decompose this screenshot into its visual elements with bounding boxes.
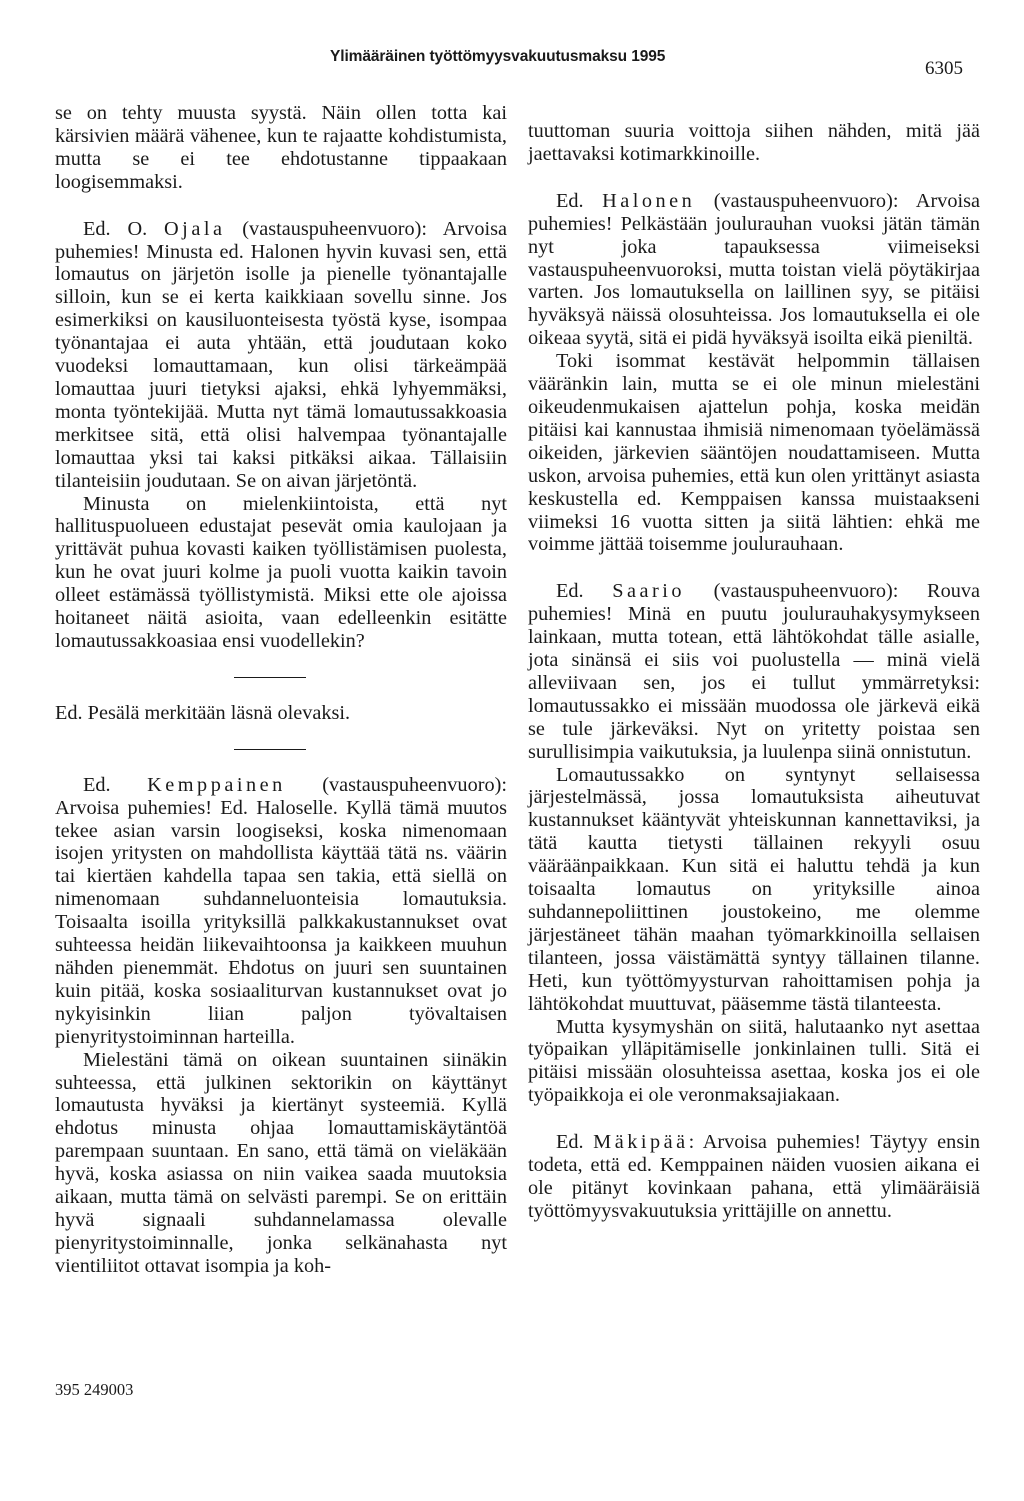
speech-paragraph: Mutta kysymyshän on siitä, halutaanko nyt asettaa työpaikan ylläpitämiselle jonkinlainen tulli. Sitä ei pitäisi missään olosuhteissa asettaa, koska jos ei ole työpaikkoja ei ole veronmaksajiakaan. [528, 1015, 980, 1107]
left-column [55, 102, 507, 1278]
speech-kemppainen [55, 774, 507, 1049]
speech-halonen [528, 190, 980, 350]
speaker-name: Mäkipää [593, 1131, 689, 1154]
speech-prefix: Ed. [83, 773, 148, 796]
speech-text: (vastauspuheenvuoro): Rouva puhemies! Minä en puutu joulurauhakysymykseen lainkaan, mutta totean, että lähtökohdat tälle asialle, jota sinänsä ei siis voi puolustella — minä vielä alleviivaan sen, jos ei tullut ymmärretyksi: lomautussakko ei missään muodossa ole järkevä eikä se tule järkeväksi. Nyt on yritetty poistaa sen surullisimpia vaikutuksia, ja luulenpa siinä onnistutun. [528, 580, 980, 763]
speaker-name: Kemppainen [147, 773, 286, 796]
speaker-name: Ojala [164, 217, 226, 240]
speech-text: (vastauspuheenvuoro): Arvoisa puhemies! Minusta ed. Halonen hyvin kuvasi sen, että lomautus on järjetön isolle ja pienelle työnantajalle silloin, kun se ei kerta kaikkiaan sovellu sinne. Jos esimerkiksi on kausiluonteisesta työstä kyse, isompaa työnantajaa ei auta yhtään, että joudutaan koko vuodeksi lomauttamaan, kun olisi tärkeämpää lomauttaa juuri tietyksi ajaksi, ehkä lyhyemmäksi, monta työntekijää. Mutta nyt tämä lomautussakkoasia merkitsee sitä, että olisi halvempaa työnantajalle lomauttaa yksi tai kaksi pitkäksi aikaa. Tällaisiin tilanteisiin joudutaan. Se on aivan järjetöntä. [55, 217, 507, 492]
speech-paragraph: Minusta on mielenkiintoista, että nyt hallituspuolueen edustajat pesevät omia kaulojaan ja yrittävät puhua kovasti kaiken työllistämisen puolesta, kun he ovat juuri kolme ja puoli vuotta kaikin tavoin olleet estämässä työllistymistä. Miksi ette ole ajoissa hoitaneet näitä asioita, vaan edelleenkin esitätte lomautussakkoasiaa ensi vuodellekin? [55, 492, 507, 652]
speech-text: : Arvoisa puhemies! Täytyy ensin todeta, että ed. Kemppainen näiden vuosien aikana ei ole pitänyt kovinkaan pahana, että ylimääräisiä työttömyysvakuutuksia yrittäjille on annettu. [528, 1131, 980, 1222]
speech-paragraph: Lomautussakko on syntynyt sellaisessa järjestelmässä, jossa lomautuksista aiheutuvat kustannukset kääntyvät yhteiskunnan kannettaviksi, ja tätä kautta tietysti tällainen rekyyli osuu vääräänpaikkaan. Kun sitä ei haluttu tehdä ja kun toisaalta lomautus on yrityksille ainoa suhdannepoliittinen joustokeino, me olemme järjestäneet tähän maahan työmarkkinoilla sellaisen tilanteen, jossa väistämättä syntyy tällainen tilanne. Heti, kun työttömyysturvan rahoittamisen pohja ja lähtökohdat muuttuvat, pääsemme tästä tilanteesta. [528, 763, 980, 1015]
speaker-name: Halonen [602, 189, 696, 212]
speech-prefix: Ed. [556, 1131, 594, 1154]
speech-saario [528, 580, 980, 763]
speech-paragraph: Mielestäni tämä on oikean suuntainen siinäkin suhteessa, että julkinen sektorikin on käyttänyt lomautusta hyväksi ja kiertänyt systeemiä. Kyllä ehdotus minusta ohjaa lomauttamiskäytäntöä parempaan suuntaan. En sano, että tämä on vieläkään hyvä, koska asiassa on niin vaikea saada muutoksia aikaan, mutta tämä on selvästi parempi. Se on erittäin hyvä signaali suhdannelamassa olevalle pienyritystoiminnalle, jonka selkänahasta nyt vientiliitot ottavat isompia ja koh- [55, 1048, 507, 1277]
section-divider [234, 749, 306, 750]
speech-text: (vastauspuheenvuoro): Arvoisa puhemies! Ed. Haloselle. Kyllä tämä muutos tekee asian varsin loogiseksi, koska nimenomaan isojen yritysten on mahdollista käyttää tätä ns. väärin tai kiertäen kahdella tapaa sen takia, että siellä on nimenomaan suhdanneluonteisia lomautuksia. Toisaalta isoilla yrityksillä palkkakustannukset ovat suhteessa heidän liikevaihtoonsa ja kaikkeen muuhun nähden pienemmät. Ehdotus on juuri sen suuntainen kuin pitää, koska sosiaaliturvan kustannukset ovat jo nykyisinkin liian paljon työvaltaisen pienyritystoiminnan harteilla. [55, 773, 507, 1048]
speech-ojala [55, 218, 507, 493]
speech-prefix: Ed. [556, 189, 603, 212]
speech-prefix: Ed. [556, 580, 613, 603]
right-column [528, 120, 980, 1223]
speech-prefix: Ed. O. [83, 217, 165, 240]
continued-paragraph: se on tehty muusta syystä. Näin ollen totta kai kärsivien määrä vähenee, kun te rajaatte kohdistumista, mutta se ei tee ehdotustanne tippaakaan loogisemmaksi. [55, 102, 507, 193]
speech-paragraph: Toki isommat kestävät helpommin tällaisen vääränkin lain, mutta se ei ole minun mielestäni oikeudenmukaisen ajattelun pohja, koska meidän pitäisi kai kannustaa ihmisiä nimenomaan työelämässä oikeiden, järkevien sääntöjen noudattamiseen. Mutta uskon, arvoisa puhemies, että kun olen yrittänyt asiasta keskustella ed. Kemppaisen kanssa muistaakseni viimeksi 16 vuotta sitten ja siitä lähtien: ehkä me voimme jättää toisemme joulurauhaan. [528, 350, 980, 556]
section-divider [234, 677, 306, 678]
presence-note: Ed. Pesälä merkitään läsnä olevaksi. [55, 701, 351, 724]
speech-text: (vastauspuheenvuoro): Arvoisa puhemies! Pelkästään joulurauhan vuoksi jätän tämän nyt joka tapauksessa viimeiseksi vastauspuheenvuoroksi, mutta toistan vielä pöytäkirjaa varten. Jos lomautuksella on laillinen syy, se pitäisi hyväksyä näissä olosuhteissa. Jos lomautuksella ei ole oikeaa syytä, sitä ei pidä hyväksyä isoilta eikä pieniltä. [528, 189, 981, 350]
page-number: 6305 [925, 58, 963, 79]
continued-paragraph: tuuttoman suuria voittoja siihen nähden, mitä jää jaettavaksi kotimarkkinoille. [528, 120, 980, 165]
print-code: 395 249003 [55, 1380, 134, 1399]
speech-makipaa [528, 1131, 980, 1223]
speaker-name: Saario [612, 580, 686, 603]
running-header: Ylimääräinen työttömyysvakuutusmaksu 1995 [330, 48, 666, 65]
